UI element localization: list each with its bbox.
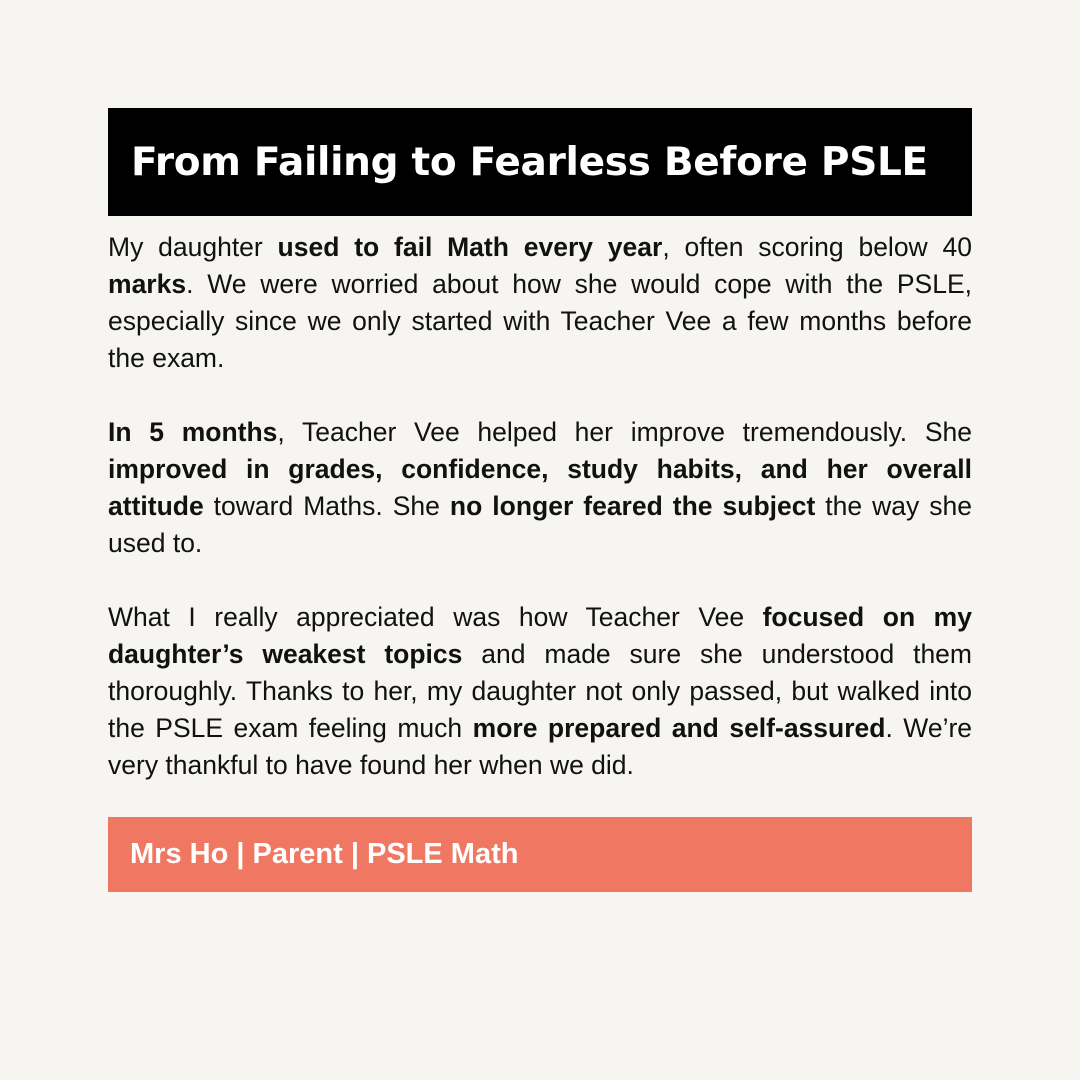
attribution-banner <box>108 817 972 892</box>
highlight-text: used to fail Math every year <box>277 232 663 262</box>
title-banner <box>108 108 972 216</box>
text-run: , often scoring below 40 <box>662 232 972 262</box>
paragraph-3 <box>108 599 972 784</box>
text-run: the way she used to. <box>108 491 972 558</box>
highlight-text: improved in grades, confidence, study habits, and her overall attitude <box>108 454 972 521</box>
text-run: toward Maths. She <box>203 491 450 521</box>
testimonial-title: From Failing to Fearless Before PSLE <box>131 139 928 185</box>
paragraph-1 <box>108 229 972 377</box>
highlight-text: marks <box>108 269 187 299</box>
highlight-text: In 5 months <box>108 417 278 447</box>
text-run: . We’re very thankful to have found her when we did. <box>108 713 973 780</box>
highlight-text: more prepared and self-assured <box>472 713 886 743</box>
paragraph-2 <box>108 414 972 562</box>
text-run: and made sure she understood them thoroughly. Thanks to her, my daughter not only passed, but walked into the PSLE exam feeling much <box>108 639 972 743</box>
text-run: . We were worried about how she would cope with the PSLE, especially since we only started with Teacher Vee a few months before the exam. <box>108 269 972 373</box>
highlight-text: no longer feared the subject <box>449 491 816 521</box>
text-run: My daughter <box>108 232 278 262</box>
highlight-text: focused on my daughter’s weakest topics <box>108 602 972 669</box>
text-run: What I really appreciated was how Teacher Vee <box>108 602 763 632</box>
attribution-text: Mrs Ho | Parent | PSLE Math <box>130 838 519 870</box>
testimonial-body <box>108 229 972 821</box>
text-run: , Teacher Vee helped her improve tremendously. She <box>277 417 972 447</box>
